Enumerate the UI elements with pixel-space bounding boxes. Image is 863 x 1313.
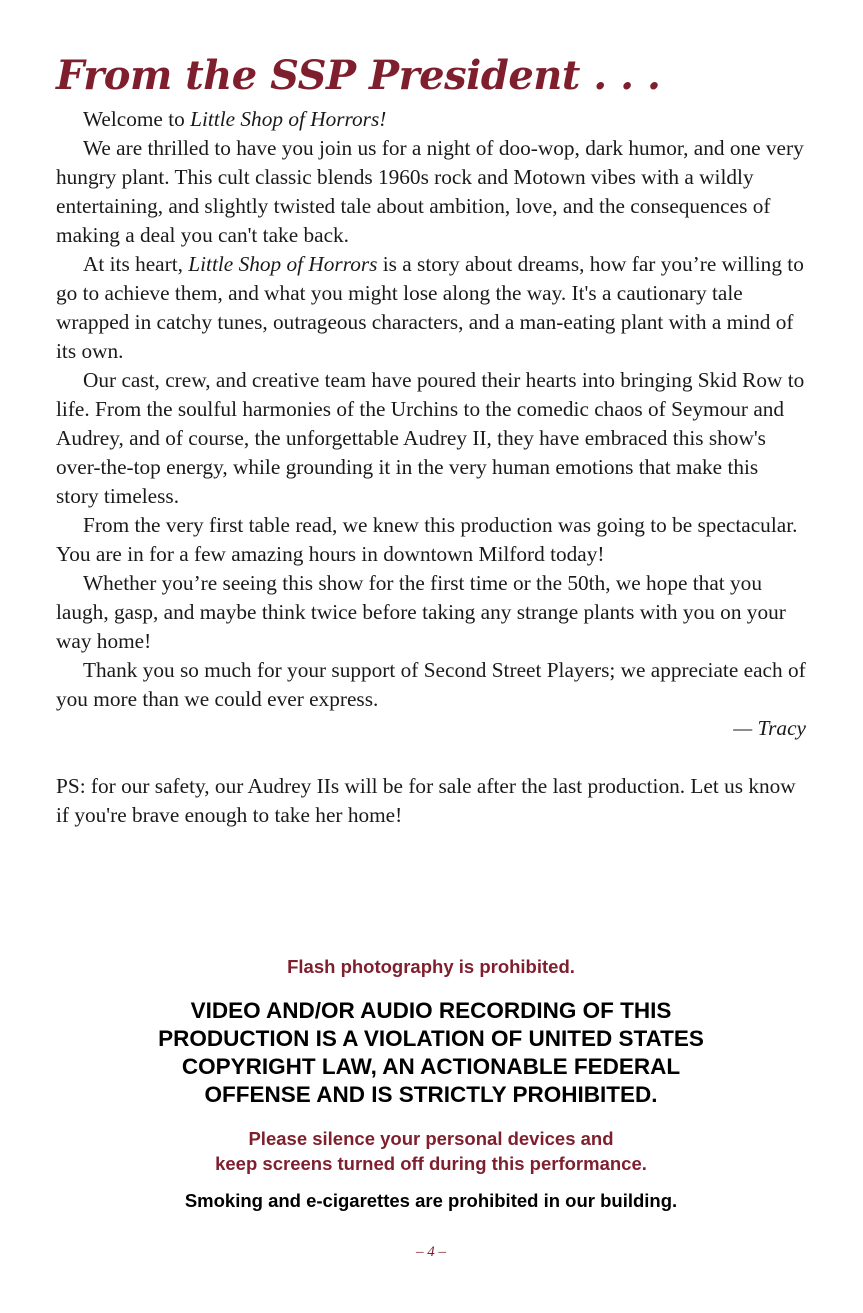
show-title: Little Shop of Horrors!: [190, 107, 387, 131]
paragraph-text: is a story about dreams, how far you’re willing to go to achieve them, and what you might lose along the way. It's a cautionary tale wrapped in catchy tunes, outrageous characters, and a man-eating plant with a mind of its own.: [56, 252, 804, 363]
flash-photography-notice: Flash photography is prohibited.: [287, 956, 575, 977]
smoking-prohibited-notice: Smoking and e-cigarettes are prohibited in our building.: [184, 1190, 678, 1211]
president-letter: [56, 105, 806, 830]
paragraph-text: At its heart,: [83, 252, 189, 276]
show-title: Little Shop of Horrors: [188, 252, 378, 276]
postscript: PS: for our safety, our Audrey IIs will be for sale after the last production. Let us know if you're brave enough to take her home!: [56, 774, 796, 827]
welcome-text: Welcome to: [83, 107, 191, 131]
letter-paragraph: Whether you’re seeing this show for the first time or the 50th, we hope that you laugh, gasp, and maybe think twice before taking any strange plants with you on your way home!: [56, 571, 786, 653]
notice-line: Please silence your personal devices and: [248, 1128, 614, 1149]
silence-devices-notice: [56, 1126, 806, 1176]
letter-signature: — Tracy: [733, 716, 806, 740]
letter-paragraph: Our cast, crew, and creative team have poured their hearts into bringing Skid Row to life. From the soulful harmonies of the Urchins to the comedic chaos of Seymour and Audrey, and of course, the unforgettable Audrey II, they have embraced this show's over-the-top energy, while grounding it in the very human emotions that make this story timeless.: [56, 368, 805, 508]
letter-paragraph: We are thrilled to have you join us for a night of doo-wop, dark humor, and one very hungry plant. This cult classic blends 1960s rock and Motown vibes with a wildly entertaining, and slightly twisted tale about ambition, love, and the consequences of making a deal you can't take back.: [56, 136, 804, 247]
notice-line: OFFENSE AND IS STRICTLY PROHIBITED.: [204, 1082, 658, 1107]
notice-line: PRODUCTION IS A VIOLATION OF UNITED STATES: [158, 1026, 704, 1051]
letter-paragraph: Thank you so much for your support of Second Street Players; we appreciate each of you more than we could ever express.: [56, 658, 806, 711]
recording-prohibited-notice: [56, 997, 806, 1109]
notice-line: VIDEO AND/OR AUDIO RECORDING OF THIS: [190, 998, 672, 1023]
notice-line: COPYRIGHT LAW, AN ACTIONABLE FEDERAL: [181, 1054, 681, 1079]
letter-paragraph: From the very first table read, we knew this production was going to be spectacular. You are in for a few amazing hours in downtown Milford today!: [56, 513, 798, 566]
letter-paragraph: [56, 250, 806, 366]
page-number: – 4 –: [416, 1244, 446, 1260]
letter-paragraph-welcome: [56, 105, 806, 134]
notice-line: keep screens turned off during this performance.: [215, 1153, 647, 1174]
program-page: [56, 0, 806, 1313]
page-title: From the SSP President . . .: [56, 52, 661, 99]
